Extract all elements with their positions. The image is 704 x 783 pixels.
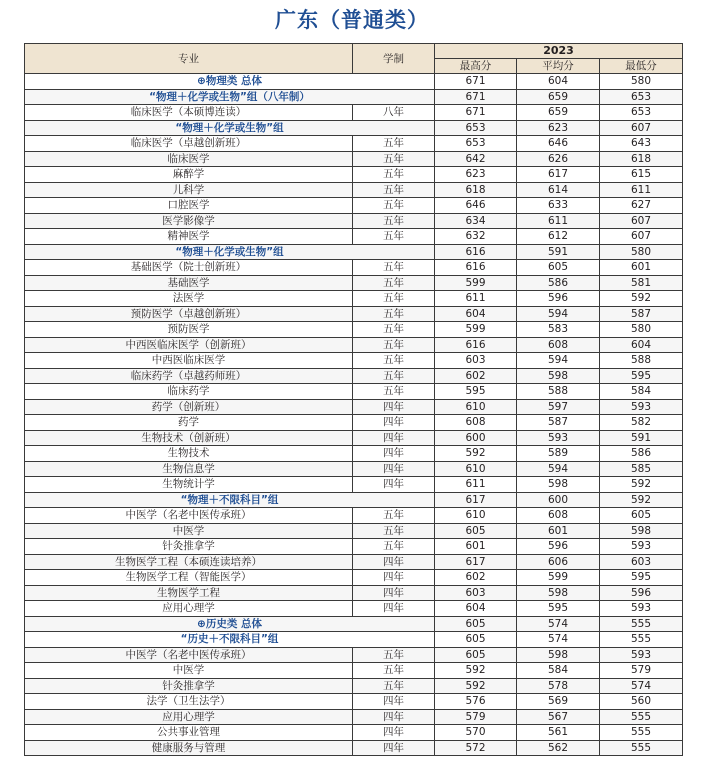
table-row [25, 523, 683, 539]
cell-duration: 五年 [353, 229, 435, 245]
header-year: 2023 [435, 44, 683, 59]
cell-min-score: 595 [600, 368, 683, 384]
cell-major: 健康服务与管理 [25, 740, 353, 756]
cell-max-score: 603 [435, 585, 517, 601]
cell-duration: 四年 [353, 694, 435, 710]
header-min-score: 最低分 [600, 59, 683, 74]
cell-avg-score: 593 [517, 430, 600, 446]
cell-major: 生物医学工程（本硕连读培养） [25, 554, 353, 570]
table-row [25, 430, 683, 446]
cell-min-score: 580 [600, 244, 683, 260]
cell-duration: 四年 [353, 461, 435, 477]
cell-max-score: 634 [435, 213, 517, 229]
cell-duration: 四年 [353, 601, 435, 617]
cell-major: 中西医临床医学 [25, 353, 353, 369]
cell-major: 基础医学 [25, 275, 353, 291]
cell-avg-score: 596 [517, 291, 600, 307]
cell-max-score: 602 [435, 570, 517, 586]
cell-max-score: 623 [435, 167, 517, 183]
cell-min-score: 588 [600, 353, 683, 369]
table-row [25, 508, 683, 524]
cell-min-score: 593 [600, 647, 683, 663]
table-header [25, 44, 683, 74]
cell-avg-score: 594 [517, 306, 600, 322]
cell-major: 应用心理学 [25, 709, 353, 725]
cell-avg-score: 608 [517, 337, 600, 353]
cell-avg-score: 606 [517, 554, 600, 570]
cell-duration: 五年 [353, 291, 435, 307]
cell-duration: 四年 [353, 477, 435, 493]
cell-max-score: 610 [435, 461, 517, 477]
subject-group-row [25, 632, 683, 648]
cell-min-score: 618 [600, 151, 683, 167]
table-row [25, 167, 683, 183]
cell-avg-score: 623 [517, 120, 600, 136]
cell-avg-score: 600 [517, 492, 600, 508]
cell-avg-score: 598 [517, 585, 600, 601]
cell-min-score: 592 [600, 477, 683, 493]
cell-min-score: 591 [600, 430, 683, 446]
cell-major: 针灸推拿学 [25, 678, 353, 694]
cell-min-score: 604 [600, 337, 683, 353]
table-row [25, 709, 683, 725]
cell-avg-score: 583 [517, 322, 600, 338]
cell-min-score: 615 [600, 167, 683, 183]
table-row [25, 151, 683, 167]
cell-max-score: 576 [435, 694, 517, 710]
cell-major: 针灸推拿学 [25, 539, 353, 555]
cell-major: 生物技术 [25, 446, 353, 462]
cell-min-score: 580 [600, 74, 683, 90]
table-row [25, 229, 683, 245]
table-row [25, 539, 683, 555]
cell-duration: 五年 [353, 213, 435, 229]
score-table [24, 43, 683, 756]
cell-min-score: 555 [600, 632, 683, 648]
cell-major: 生物医学工程 [25, 585, 353, 601]
cell-avg-score: 605 [517, 260, 600, 276]
cell-major: 临床医学（卓越创新班） [25, 136, 353, 152]
cell-avg-score: 601 [517, 523, 600, 539]
cell-min-score: 555 [600, 740, 683, 756]
cell-min-score: 584 [600, 384, 683, 400]
category-total-row [25, 74, 683, 90]
cell-min-score: 627 [600, 198, 683, 214]
cell-duration: 五年 [353, 368, 435, 384]
cell-major: 生物统计学 [25, 477, 353, 493]
cell-major: 临床医学 [25, 151, 353, 167]
cell-min-score: 595 [600, 570, 683, 586]
cell-max-score: 599 [435, 275, 517, 291]
cell-max-score: 617 [435, 492, 517, 508]
cell-max-score: 611 [435, 291, 517, 307]
cell-avg-score: 595 [517, 601, 600, 617]
cell-duration: 四年 [353, 415, 435, 431]
cell-avg-score: 614 [517, 182, 600, 198]
cell-major: 中医学 [25, 663, 353, 679]
page-title: 广东（普通类） [275, 8, 429, 32]
category-total-row [25, 616, 683, 632]
cell-group-name: ⊕历史类 总体 [25, 616, 435, 632]
table-row [25, 399, 683, 415]
cell-max-score: 608 [435, 415, 517, 431]
cell-min-score: 607 [600, 213, 683, 229]
table-row [25, 446, 683, 462]
cell-duration: 四年 [353, 554, 435, 570]
cell-min-score: 643 [600, 136, 683, 152]
cell-avg-score: 646 [517, 136, 600, 152]
cell-duration: 四年 [353, 570, 435, 586]
cell-group-name: “历史＋不限科目”组 [25, 632, 435, 648]
cell-major: 中医学（名老中医传承班） [25, 647, 353, 663]
cell-duration: 五年 [353, 539, 435, 555]
cell-max-score: 605 [435, 616, 517, 632]
cell-major: 麻醉学 [25, 167, 353, 183]
cell-avg-score: 598 [517, 647, 600, 663]
cell-avg-score: 562 [517, 740, 600, 756]
cell-duration: 五年 [353, 678, 435, 694]
cell-max-score: 618 [435, 182, 517, 198]
table-row [25, 415, 683, 431]
cell-duration: 五年 [353, 260, 435, 276]
table-body [25, 74, 683, 756]
cell-major: 法医学 [25, 291, 353, 307]
cell-avg-score: 598 [517, 368, 600, 384]
cell-duration: 五年 [353, 167, 435, 183]
cell-major: 药学 [25, 415, 353, 431]
cell-major: 口腔医学 [25, 198, 353, 214]
cell-duration: 五年 [353, 198, 435, 214]
cell-avg-score: 599 [517, 570, 600, 586]
subject-group-row [25, 120, 683, 136]
cell-min-score: 586 [600, 446, 683, 462]
table-row [25, 368, 683, 384]
table-row [25, 213, 683, 229]
cell-major: 临床医学（本硕博连读） [25, 105, 353, 121]
subject-group-row [25, 244, 683, 260]
cell-min-score: 579 [600, 663, 683, 679]
cell-max-score: 616 [435, 244, 517, 260]
cell-avg-score: 588 [517, 384, 600, 400]
cell-max-score: 570 [435, 725, 517, 741]
cell-group-name: “物理＋不限科目”组 [25, 492, 435, 508]
cell-min-score: 596 [600, 585, 683, 601]
cell-duration: 五年 [353, 182, 435, 198]
cell-max-score: 592 [435, 663, 517, 679]
cell-major: 精神医学 [25, 229, 353, 245]
cell-max-score: 604 [435, 601, 517, 617]
cell-major: 法学（卫生法学） [25, 694, 353, 710]
cell-duration: 五年 [353, 384, 435, 400]
cell-major: 应用心理学 [25, 601, 353, 617]
table-row [25, 353, 683, 369]
cell-max-score: 602 [435, 368, 517, 384]
cell-max-score: 616 [435, 260, 517, 276]
table-row [25, 570, 683, 586]
cell-major: 生物技术（创新班） [25, 430, 353, 446]
cell-min-score: 593 [600, 601, 683, 617]
cell-min-score: 574 [600, 678, 683, 694]
cell-major: 中医学（名老中医传承班） [25, 508, 353, 524]
cell-avg-score: 569 [517, 694, 600, 710]
cell-min-score: 593 [600, 399, 683, 415]
table-row [25, 105, 683, 121]
cell-max-score: 611 [435, 477, 517, 493]
cell-max-score: 616 [435, 337, 517, 353]
cell-max-score: 595 [435, 384, 517, 400]
cell-min-score: 582 [600, 415, 683, 431]
cell-major: 中医学 [25, 523, 353, 539]
cell-max-score: 610 [435, 399, 517, 415]
cell-major: 药学（创新班） [25, 399, 353, 415]
table-row [25, 260, 683, 276]
table-row [25, 337, 683, 353]
cell-duration: 四年 [353, 446, 435, 462]
table-row [25, 678, 683, 694]
cell-duration: 五年 [353, 151, 435, 167]
cell-duration: 四年 [353, 585, 435, 601]
cell-min-score: 611 [600, 182, 683, 198]
cell-min-score: 653 [600, 89, 683, 105]
cell-duration: 五年 [353, 322, 435, 338]
cell-min-score: 605 [600, 508, 683, 524]
cell-avg-score: 584 [517, 663, 600, 679]
cell-duration: 四年 [353, 709, 435, 725]
table-row [25, 306, 683, 322]
table-row [25, 322, 683, 338]
cell-max-score: 579 [435, 709, 517, 725]
cell-max-score: 610 [435, 508, 517, 524]
cell-major: 预防医学 [25, 322, 353, 338]
header-max-score: 最高分 [435, 59, 517, 74]
cell-avg-score: 561 [517, 725, 600, 741]
cell-group-name: ⊕物理类 总体 [25, 74, 435, 90]
cell-avg-score: 596 [517, 539, 600, 555]
cell-avg-score: 591 [517, 244, 600, 260]
table-row [25, 585, 683, 601]
cell-group-name: “物理＋化学或生物”组（八年制） [25, 89, 435, 105]
cell-group-name: “物理＋化学或生物”组 [25, 244, 435, 260]
cell-major: 中西医临床医学（创新班） [25, 337, 353, 353]
cell-avg-score: 594 [517, 461, 600, 477]
cell-min-score: 580 [600, 322, 683, 338]
cell-major: 临床药学（卓越药师班） [25, 368, 353, 384]
cell-avg-score: 617 [517, 167, 600, 183]
table-row [25, 601, 683, 617]
cell-avg-score: 633 [517, 198, 600, 214]
cell-group-name: “物理＋化学或生物”组 [25, 120, 435, 136]
header-avg-score: 平均分 [517, 59, 600, 74]
cell-avg-score: 659 [517, 105, 600, 121]
cell-duration: 四年 [353, 399, 435, 415]
table-row [25, 725, 683, 741]
cell-max-score: 653 [435, 120, 517, 136]
cell-max-score: 599 [435, 322, 517, 338]
cell-duration: 五年 [353, 523, 435, 539]
cell-duration: 四年 [353, 740, 435, 756]
cell-major: 生物医学工程（智能医学） [25, 570, 353, 586]
cell-min-score: 603 [600, 554, 683, 570]
cell-duration: 五年 [353, 647, 435, 663]
cell-major: 医学影像学 [25, 213, 353, 229]
cell-major: 基础医学（院士创新班） [25, 260, 353, 276]
cell-min-score: 653 [600, 105, 683, 121]
cell-min-score: 592 [600, 492, 683, 508]
cell-duration: 五年 [353, 136, 435, 152]
cell-avg-score: 597 [517, 399, 600, 415]
cell-duration: 五年 [353, 663, 435, 679]
cell-max-score: 671 [435, 105, 517, 121]
table-row [25, 647, 683, 663]
cell-min-score: 555 [600, 709, 683, 725]
cell-max-score: 671 [435, 74, 517, 90]
cell-max-score: 632 [435, 229, 517, 245]
cell-max-score: 671 [435, 89, 517, 105]
cell-max-score: 605 [435, 647, 517, 663]
cell-max-score: 600 [435, 430, 517, 446]
subject-group-row [25, 89, 683, 105]
cell-avg-score: 586 [517, 275, 600, 291]
cell-avg-score: 604 [517, 74, 600, 90]
table-row [25, 694, 683, 710]
table-row [25, 663, 683, 679]
cell-max-score: 603 [435, 353, 517, 369]
cell-max-score: 617 [435, 554, 517, 570]
header-duration: 学制 [353, 44, 435, 74]
cell-avg-score: 589 [517, 446, 600, 462]
header-major: 专业 [25, 44, 353, 74]
cell-min-score: 607 [600, 229, 683, 245]
table-row [25, 136, 683, 152]
cell-max-score: 642 [435, 151, 517, 167]
cell-min-score: 601 [600, 260, 683, 276]
table-row [25, 275, 683, 291]
cell-avg-score: 587 [517, 415, 600, 431]
cell-min-score: 585 [600, 461, 683, 477]
table-row [25, 198, 683, 214]
table-row [25, 477, 683, 493]
cell-min-score: 607 [600, 120, 683, 136]
cell-duration: 五年 [353, 353, 435, 369]
cell-min-score: 593 [600, 539, 683, 555]
cell-avg-score: 611 [517, 213, 600, 229]
cell-min-score: 581 [600, 275, 683, 291]
cell-min-score: 592 [600, 291, 683, 307]
cell-major: 儿科学 [25, 182, 353, 198]
cell-min-score: 555 [600, 725, 683, 741]
table-row [25, 554, 683, 570]
cell-max-score: 604 [435, 306, 517, 322]
cell-max-score: 601 [435, 539, 517, 555]
cell-max-score: 605 [435, 632, 517, 648]
cell-avg-score: 598 [517, 477, 600, 493]
cell-duration: 四年 [353, 430, 435, 446]
cell-avg-score: 574 [517, 616, 600, 632]
cell-major: 公共事业管理 [25, 725, 353, 741]
cell-major: 生物信息学 [25, 461, 353, 477]
cell-max-score: 653 [435, 136, 517, 152]
cell-avg-score: 567 [517, 709, 600, 725]
table-row [25, 740, 683, 756]
cell-avg-score: 574 [517, 632, 600, 648]
table-row [25, 291, 683, 307]
table-row [25, 384, 683, 400]
cell-avg-score: 608 [517, 508, 600, 524]
cell-duration: 八年 [353, 105, 435, 121]
cell-min-score: 560 [600, 694, 683, 710]
cell-duration: 五年 [353, 508, 435, 524]
cell-max-score: 605 [435, 523, 517, 539]
cell-max-score: 592 [435, 446, 517, 462]
cell-major: 临床药学 [25, 384, 353, 400]
cell-min-score: 555 [600, 616, 683, 632]
cell-avg-score: 578 [517, 678, 600, 694]
cell-avg-score: 659 [517, 89, 600, 105]
cell-duration: 五年 [353, 275, 435, 291]
cell-duration: 四年 [353, 725, 435, 741]
cell-max-score: 646 [435, 198, 517, 214]
cell-duration: 五年 [353, 337, 435, 353]
cell-avg-score: 626 [517, 151, 600, 167]
subject-group-row [25, 492, 683, 508]
cell-avg-score: 594 [517, 353, 600, 369]
table-row [25, 461, 683, 477]
cell-min-score: 587 [600, 306, 683, 322]
cell-max-score: 572 [435, 740, 517, 756]
cell-avg-score: 612 [517, 229, 600, 245]
cell-major: 预防医学（卓越创新班） [25, 306, 353, 322]
table-row [25, 182, 683, 198]
cell-duration: 五年 [353, 306, 435, 322]
cell-max-score: 592 [435, 678, 517, 694]
cell-min-score: 598 [600, 523, 683, 539]
